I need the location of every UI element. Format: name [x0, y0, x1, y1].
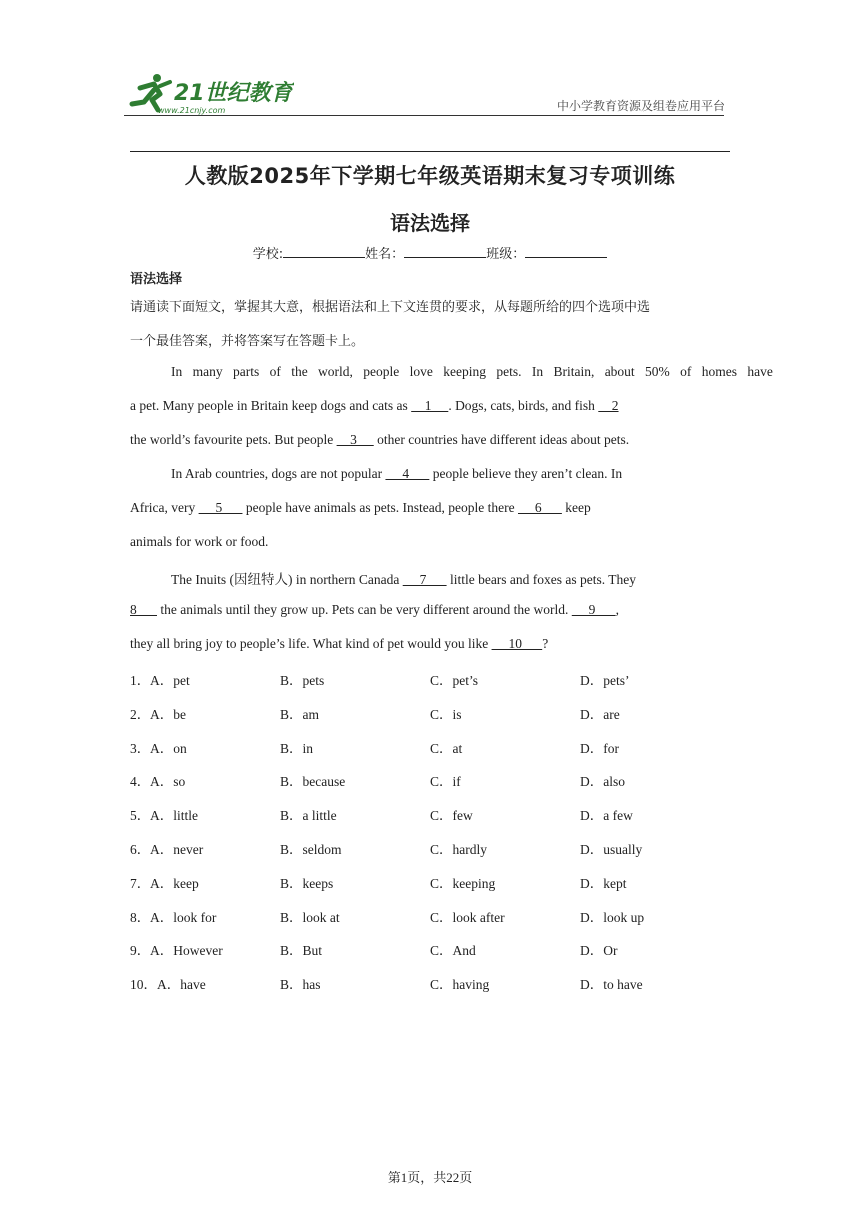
- option-d[interactable]: D．usually: [580, 842, 643, 857]
- option-b[interactable]: B．seldom: [280, 842, 342, 857]
- question-number: 9．: [130, 943, 151, 958]
- option-c[interactable]: C．hardly: [430, 842, 487, 857]
- instruction-line-2: 一个最佳答案，并将答案写在答题卡上。: [130, 334, 365, 349]
- blank-1: 1: [411, 398, 449, 413]
- option-a[interactable]: A．have: [157, 977, 206, 992]
- question-number: 1．: [130, 673, 151, 688]
- blank-7: 7: [402, 572, 447, 587]
- option-c[interactable]: C．few: [430, 808, 473, 823]
- question-number: 7．: [130, 876, 151, 891]
- option-b[interactable]: B．But: [280, 943, 323, 958]
- blank-3: 3: [336, 432, 374, 447]
- passage-line-3: the world’s favourite pets. But people 3 other countries have different ideas about pets.: [130, 432, 630, 447]
- option-b[interactable]: B．am: [280, 707, 319, 722]
- passage-line-6: animals for work or food.: [130, 534, 269, 549]
- option-b[interactable]: B．pets: [280, 673, 325, 688]
- page-title: 人教版2025年下学期七年级英语期末复习专项训练: [184, 164, 676, 188]
- option-b[interactable]: B．keeps: [280, 876, 334, 891]
- class-label: 班级：: [486, 247, 526, 262]
- blank-4: 4: [385, 466, 430, 481]
- option-d[interactable]: D．also: [580, 774, 625, 789]
- platform-name: 中小学教育资源及组卷应用平台: [556, 99, 725, 113]
- option-a[interactable]: A．be: [150, 707, 186, 722]
- question-number: 10．: [130, 977, 157, 992]
- logo-url: www.21cnjy.com: [158, 106, 226, 115]
- section-heading: 语法选择: [130, 272, 183, 287]
- page-footer: 第1页，共22页: [387, 1170, 473, 1185]
- option-c[interactable]: C．And: [430, 943, 476, 958]
- option-c[interactable]: C．having: [430, 977, 490, 992]
- option-a[interactable]: A．However: [150, 943, 223, 958]
- name-blank[interactable]: [404, 244, 486, 258]
- option-c[interactable]: C．is: [430, 707, 462, 722]
- blank-9: 9: [571, 602, 616, 617]
- option-c[interactable]: C．keeping: [430, 876, 496, 891]
- option-d[interactable]: D．to have: [580, 977, 643, 992]
- title-rule: [130, 151, 730, 152]
- question-number: 2．: [130, 707, 151, 722]
- site-logo: [124, 70, 294, 116]
- option-a[interactable]: A．little: [150, 808, 198, 823]
- student-info-line: [130, 243, 730, 262]
- question-number: 8．: [130, 910, 151, 925]
- option-c[interactable]: C．pet’s: [430, 673, 479, 688]
- passage-line-8: 8 the animals until they grow up. Pets can be very different around the world. 9 ,: [130, 602, 620, 617]
- option-d[interactable]: D．are: [580, 707, 620, 722]
- name-label: 姓名：: [365, 247, 405, 262]
- instruction-line-1: 请通读下面短文，掌握其大意，根据语法和上下文连贯的要求，从每题所给的四个选项中选: [130, 300, 651, 315]
- option-d[interactable]: D．pets’: [580, 673, 630, 688]
- option-d[interactable]: D．Or: [580, 943, 618, 958]
- logo-text: 21世纪教育: [174, 81, 293, 106]
- passage-line-1: In many parts of the world, people love keeping pets. In Britain, about 50% of homes have: [171, 364, 773, 379]
- option-d[interactable]: D．for: [580, 741, 619, 756]
- question-number: 3．: [130, 741, 151, 756]
- question-number: 4．: [130, 774, 151, 789]
- option-b[interactable]: B．has: [280, 977, 321, 992]
- page-subtitle: 语法选择: [390, 211, 470, 235]
- blank-6: 6: [518, 500, 562, 515]
- runner-icon: [132, 74, 170, 110]
- option-a[interactable]: A．pet: [150, 673, 190, 688]
- blank-10: 10: [491, 636, 543, 651]
- option-c[interactable]: C．look after: [430, 910, 505, 925]
- school-blank[interactable]: [283, 244, 365, 258]
- option-a[interactable]: A．look for: [150, 910, 217, 925]
- option-c[interactable]: C．at: [430, 741, 463, 756]
- header-divider: [124, 115, 724, 116]
- question-number: 6．: [130, 842, 151, 857]
- passage-line-2: a pet. Many people in Britain keep dogs and cats as 1 . Dogs, cats, birds, and fish 2: [130, 398, 619, 413]
- option-b[interactable]: B．a little: [280, 808, 337, 823]
- option-c[interactable]: C．if: [430, 774, 461, 789]
- passage-line-5: Africa, very 5 people have animals as pets. Instead, people there 6 keep: [130, 500, 591, 515]
- school-label: 学校:: [252, 247, 284, 262]
- passage-line-7: The Inuits (因纽特人) in northern Canada 7 little bears and foxes as pets. They: [171, 572, 637, 587]
- passage-line-9: they all bring joy to people’s life. What kind of pet would you like 10 ?: [130, 636, 549, 651]
- option-a[interactable]: A．keep: [150, 876, 199, 891]
- option-b[interactable]: B．in: [280, 741, 314, 756]
- class-blank[interactable]: [525, 244, 607, 258]
- option-a[interactable]: A．never: [150, 842, 204, 857]
- blank-5: 5: [198, 500, 243, 515]
- option-b[interactable]: B．look at: [280, 910, 340, 925]
- question-number: 5．: [130, 808, 151, 823]
- option-a[interactable]: A．on: [150, 741, 187, 756]
- option-b[interactable]: B．because: [280, 774, 346, 789]
- blank-2: 2: [598, 398, 619, 413]
- option-d[interactable]: D．look up: [580, 910, 645, 925]
- passage-line-4: In Arab countries, dogs are not popular 4 people believe they aren’t clean. In: [171, 466, 623, 481]
- option-d[interactable]: D．kept: [580, 876, 627, 891]
- blank-8: 8: [130, 602, 157, 617]
- option-d[interactable]: D．a few: [580, 808, 633, 823]
- option-a[interactable]: A．so: [150, 774, 186, 789]
